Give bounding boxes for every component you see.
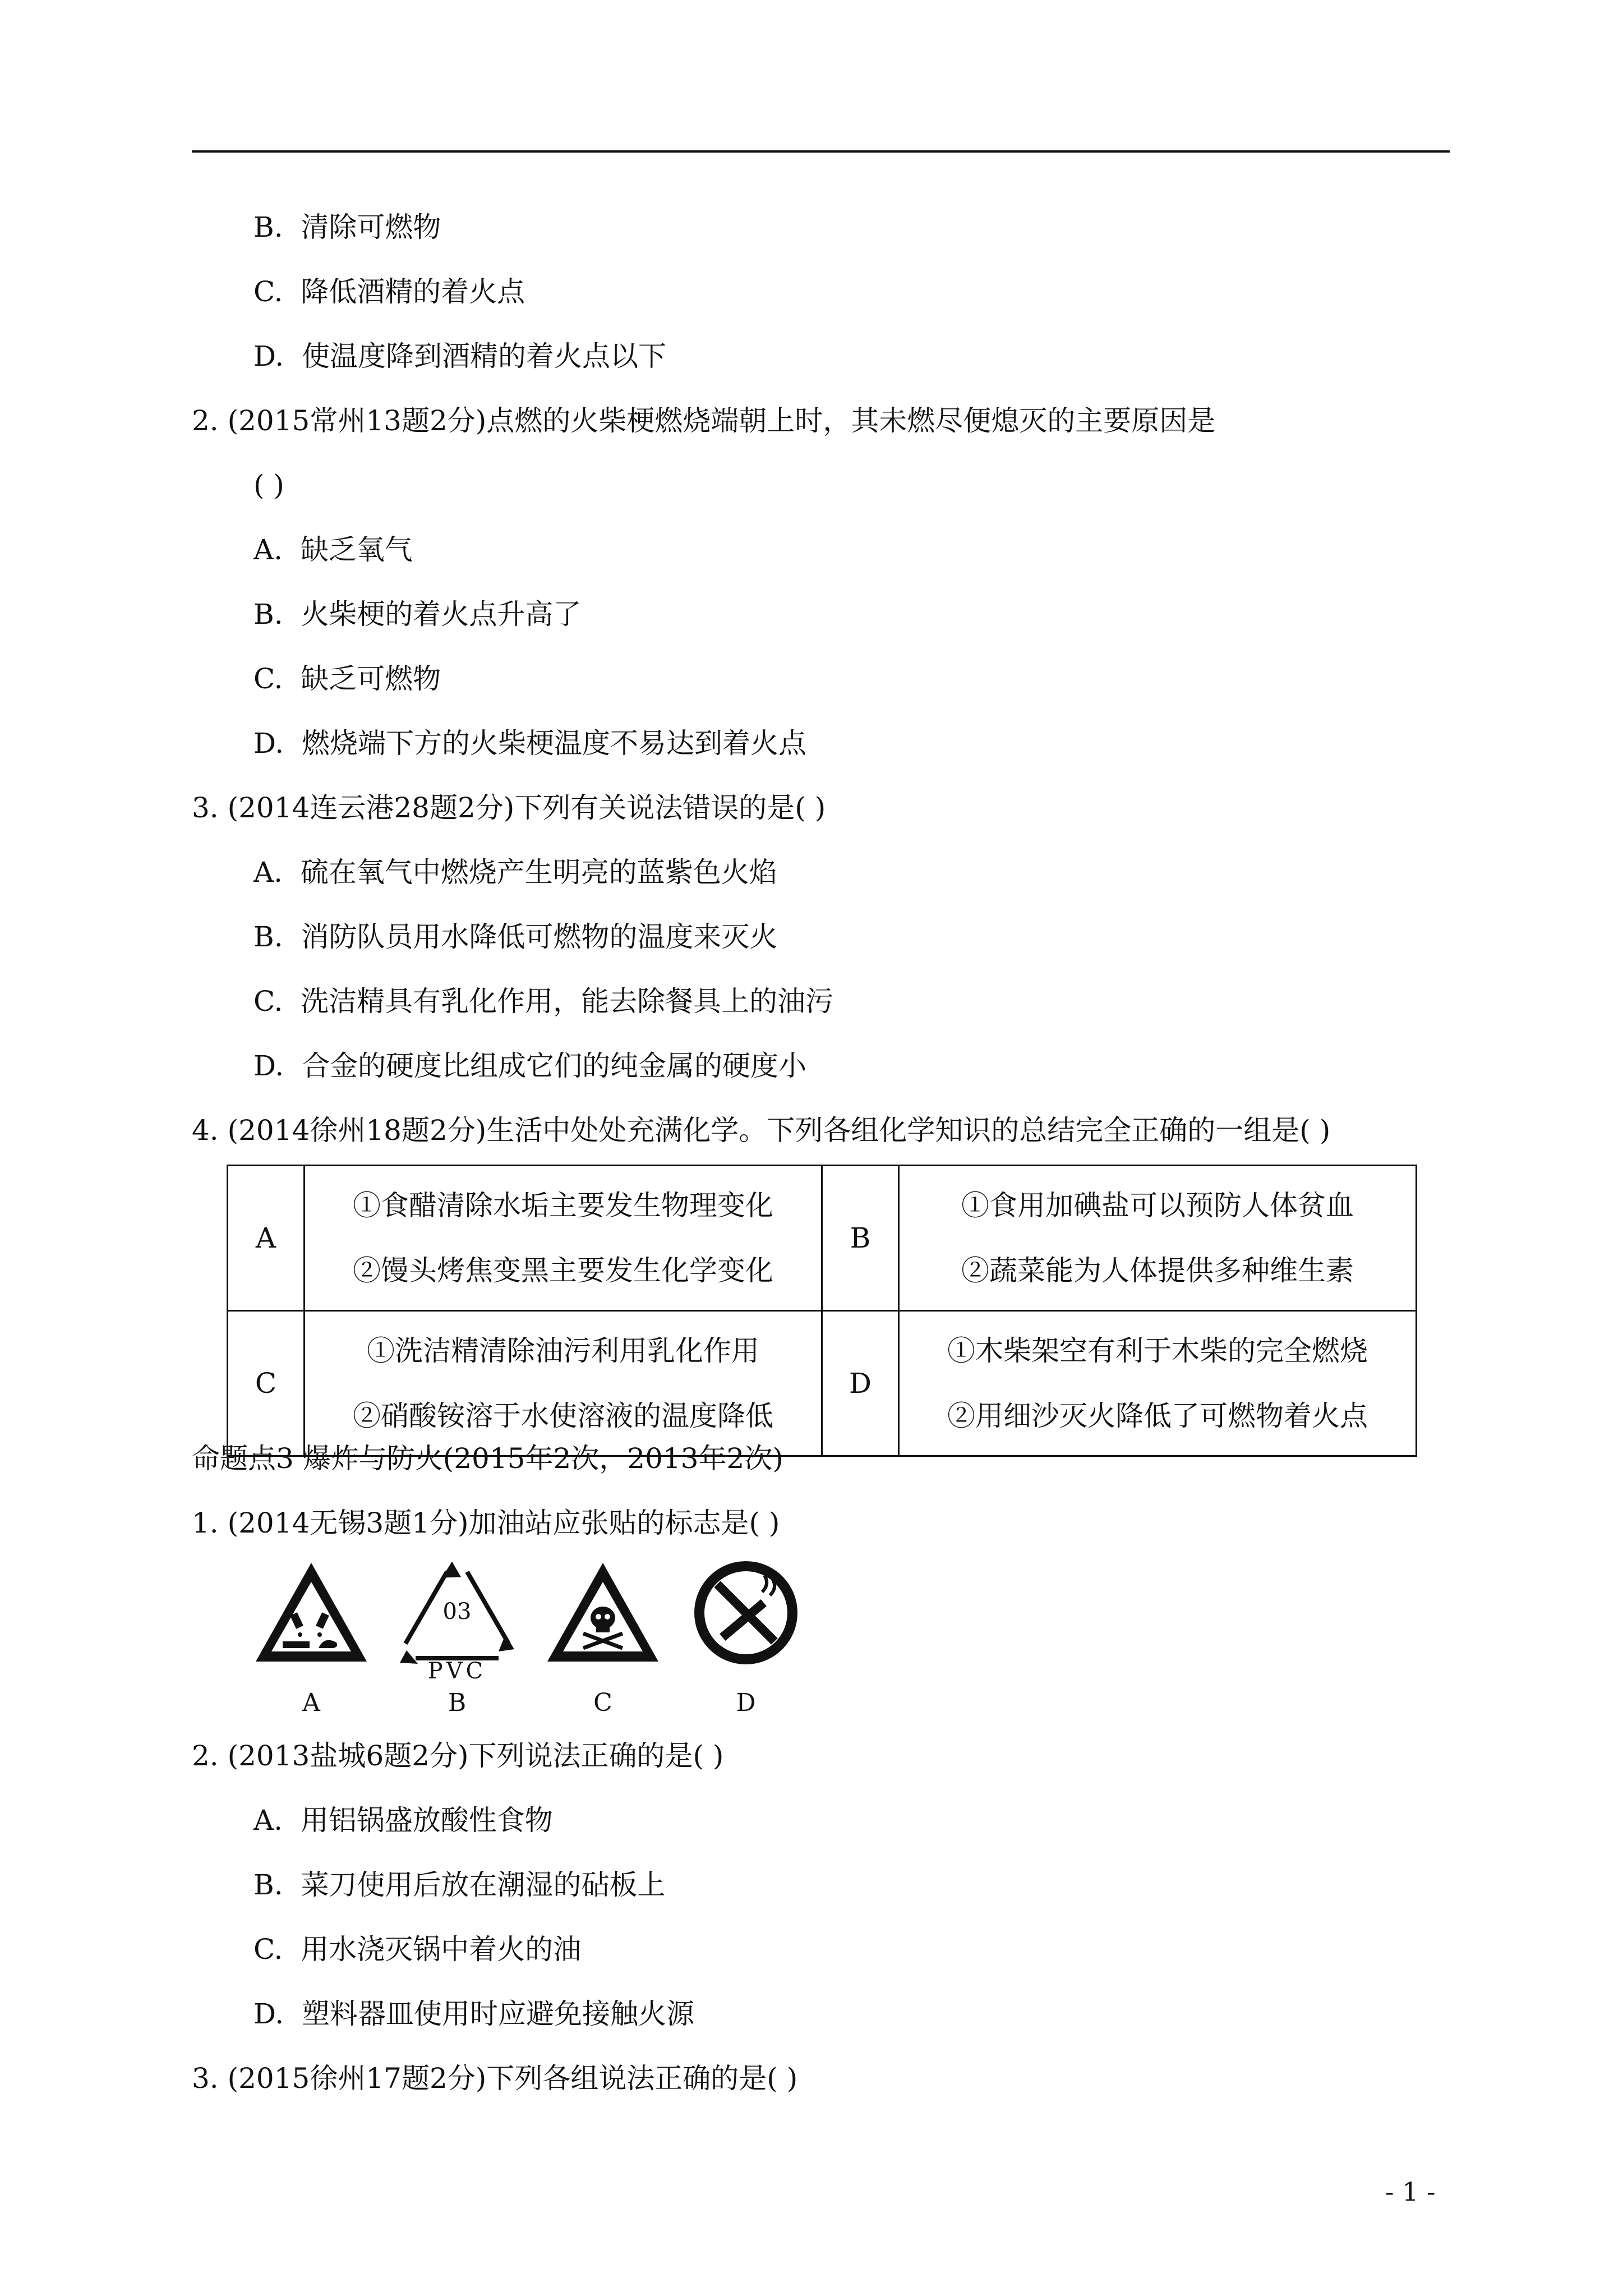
q1-option-d: D. 使温度降到酒精的着火点以下: [253, 340, 666, 372]
sign-options: [241, 1559, 830, 1722]
table-cell-a: [304, 1166, 822, 1311]
table-cell-b-line1: ①食用加碘盐可以预防人体贫血: [961, 1189, 1354, 1222]
table-cell-a-line1: ①食醋清除水垢主要发生物理变化: [352, 1189, 773, 1222]
q2-stem: 2. (2015常州13题2分)点燃的火柴梗燃烧端朝上时，其未燃尽便熄灭的主要原因是: [192, 404, 1216, 437]
table-cell-a-line2: ②馒头烤焦变黑主要发生化学变化: [352, 1254, 773, 1287]
s3q2-option-c: C. 用水浇灭锅中着火的油: [253, 1933, 582, 1966]
table-row: [228, 1166, 1417, 1311]
no-smoking-icon: [693, 1559, 799, 1666]
q4-options-table: [227, 1165, 1417, 1457]
section-title: 命题点3 爆炸与防火(2015年2次，2013年2次): [192, 1442, 783, 1475]
corrosive-hazard-icon: [252, 1559, 370, 1666]
header-rule: [192, 150, 1450, 153]
table-cell-label-d: D: [822, 1311, 898, 1456]
q2-option-a: A. 缺乏氧气: [253, 533, 413, 566]
table-cell-c: [304, 1311, 822, 1456]
table-cell-c-line2: ②硝酸铵溶于水使溶液的温度降低: [352, 1400, 773, 1432]
s3q2-option-a: A. 用铝锅盛放酸性食物: [253, 1804, 553, 1837]
s3q3-stem: 3. (2015徐州17题2分)下列各组说法正确的是( ): [192, 2062, 798, 2095]
q2-option-b: B. 火柴梗的着火点升高了: [253, 598, 582, 631]
q3-option-b: B. 消防队员用水降低可燃物的温度来灭火: [253, 921, 778, 953]
s3q2-option-d: D. 塑料器皿使用时应避免接触火源: [253, 1998, 694, 2030]
table-cell-label-b: B: [822, 1166, 898, 1311]
table-cell-label-c: C: [228, 1311, 305, 1456]
sign-label-a: A: [302, 1688, 320, 1717]
table-cell-d-line1: ①木柴架空有利于木柴的完全燃烧: [947, 1335, 1368, 1367]
s3q2-stem: 2. (2013盐城6题2分)下列说法正确的是( ): [192, 1740, 724, 1772]
table-cell-b-line2: ②蔬菜能为人体提供多种维生素: [961, 1254, 1354, 1287]
q2-answer-paren: ( ): [253, 469, 284, 501]
table-cell-d-line2: ②用细沙灭火降低了可燃物着火点: [947, 1400, 1368, 1432]
q3-stem: 3. (2014连云港28题2分)下列有关说法错误的是( ): [192, 792, 826, 824]
s3q1-stem: 1. (2014无锡3题1分)加油站应张贴的标志是( ): [192, 1507, 780, 1539]
q2-option-d: D. 燃烧端下方的火柴梗温度不易达到着火点: [253, 727, 806, 760]
q1-option-c: C. 降低酒精的着火点: [253, 275, 525, 308]
s3q2-option-b: B. 菜刀使用后放在潮湿的砧板上: [253, 1869, 666, 1901]
sign-label-b: B: [448, 1688, 467, 1717]
table-cell-d: [898, 1311, 1416, 1456]
q3-option-a: A. 硫在氧气中燃烧产生明亮的蓝紫色火焰: [253, 856, 777, 889]
q4-stem: 4. (2014徐州18题2分)生活中处处充满化学。下列各组化学知识的总结完全正确的一组是( ): [192, 1114, 1331, 1147]
table-cell-c-line1: ①洗洁精清除油污利用乳化作用: [366, 1335, 759, 1367]
q3-option-c: C. 洗洁精具有乳化作用，能去除餐具上的油污: [253, 985, 834, 1018]
table-cell-label-a: A: [228, 1166, 305, 1311]
q1-option-b: B. 清除可燃物: [253, 211, 441, 243]
recycling-material: PVC: [427, 1658, 487, 1684]
page-number: - 1 -: [1385, 2177, 1436, 2207]
q3-option-d: D. 合金的硬度比组成它们的纯金属的硬度小: [253, 1050, 806, 1082]
q2-option-c: C. 缺乏可燃物: [253, 662, 441, 695]
recycling-pvc-icon: [395, 1559, 519, 1684]
sign-label-d: D: [736, 1688, 756, 1717]
sign-label-c: C: [593, 1688, 612, 1717]
recycling-code: 03: [442, 1599, 472, 1625]
table-row: [228, 1311, 1417, 1456]
toxic-skull-icon: [544, 1559, 662, 1666]
table-cell-b: [898, 1166, 1416, 1311]
